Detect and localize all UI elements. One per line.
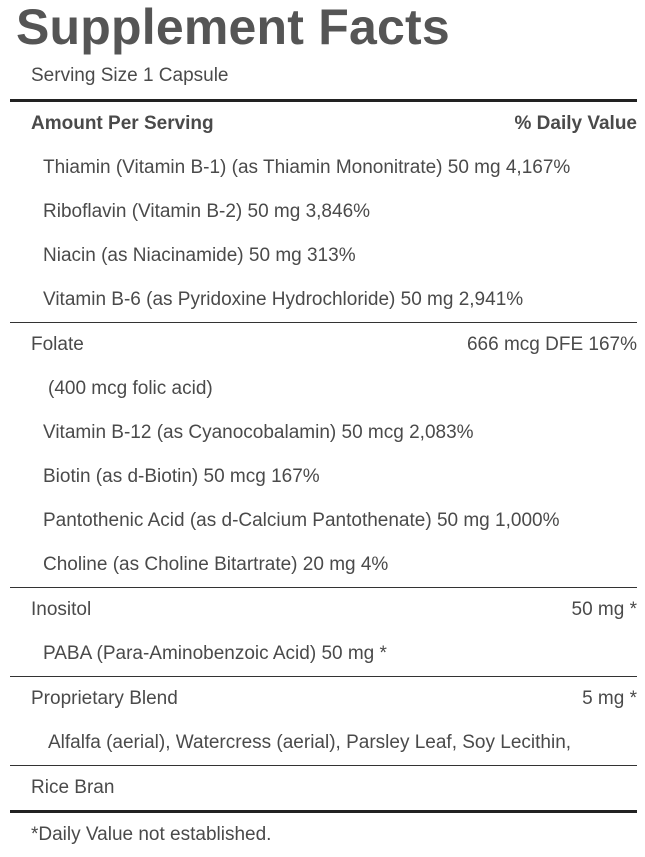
nutrient-text: Pantothenic Acid (as d-Calcium Pantothenate) 50 mg 1,000% <box>43 510 560 531</box>
nutrient-text: PABA (Para-Aminobenzoic Acid) 50 mg * <box>43 643 387 664</box>
header-row <box>10 102 637 146</box>
nutrient-row-pantothenic-acid <box>10 499 637 543</box>
nutrient-row-vitamin-b6 <box>10 278 637 322</box>
nutrient-row-choline <box>10 543 637 587</box>
nutrient-text: Vitamin B-12 (as Cyanocobalamin) 50 mcg 2,083% <box>43 422 474 443</box>
folate-value: 666 mcg DFE 167% <box>466 334 637 355</box>
serving-size: Serving Size 1 Capsule <box>31 65 229 86</box>
nutrient-row-vitamin-b12 <box>10 411 637 455</box>
proprietary-blend-label: Proprietary Blend <box>31 688 178 709</box>
nutrient-text: Biotin (as d-Biotin) 50 mcg 167% <box>43 466 320 487</box>
folate-subnote-row <box>10 367 637 411</box>
nutrient-text: Riboflavin (Vitamin B-2) 50 mg 3,846% <box>43 201 371 222</box>
rice-bran-text: Rice Bran <box>31 777 115 798</box>
nutrient-row-proprietary-blend <box>10 677 637 721</box>
folate-subnote: (400 mcg folic acid) <box>48 378 213 399</box>
nutrient-text: Niacin (as Niacinamide) 50 mg 313% <box>43 245 356 266</box>
rice-bran-row <box>10 766 637 810</box>
proprietary-ingredients: Alfalfa (aerial), Watercress (aerial), Parsley Leaf, Soy Lecithin, <box>48 732 572 753</box>
nutrient-row-folate <box>10 323 637 367</box>
proprietary-blend-value: 5 mg * <box>582 688 637 709</box>
nutrient-row-niacin <box>10 234 637 278</box>
daily-value-label: % Daily Value <box>514 113 637 134</box>
nutrient-text: Thiamin (Vitamin B-1) (as Thiamin Mononitrate) 50 mg 4,167% <box>43 157 571 178</box>
nutrient-text: Choline (as Choline Bitartrate) 20 mg 4% <box>43 554 389 575</box>
inositol-label: Inositol <box>31 599 92 620</box>
footnote: *Daily Value not established. <box>31 824 272 845</box>
folate-label: Folate <box>31 334 84 355</box>
panel-title: Supplement Facts <box>16 0 450 55</box>
proprietary-ingredients-row <box>10 721 637 765</box>
inositol-value: 50 mg * <box>571 599 637 620</box>
nutrient-row-inositol <box>10 588 637 632</box>
nutrient-row-thiamin <box>10 146 637 190</box>
nutrient-text: Vitamin B-6 (as Pyridoxine Hydrochloride) 50 mg 2,941% <box>43 289 524 310</box>
nutrient-row-biotin <box>10 455 637 499</box>
amount-per-serving-label: Amount Per Serving <box>31 113 214 134</box>
nutrient-row-paba <box>10 632 637 676</box>
nutrient-row-riboflavin <box>10 190 637 234</box>
